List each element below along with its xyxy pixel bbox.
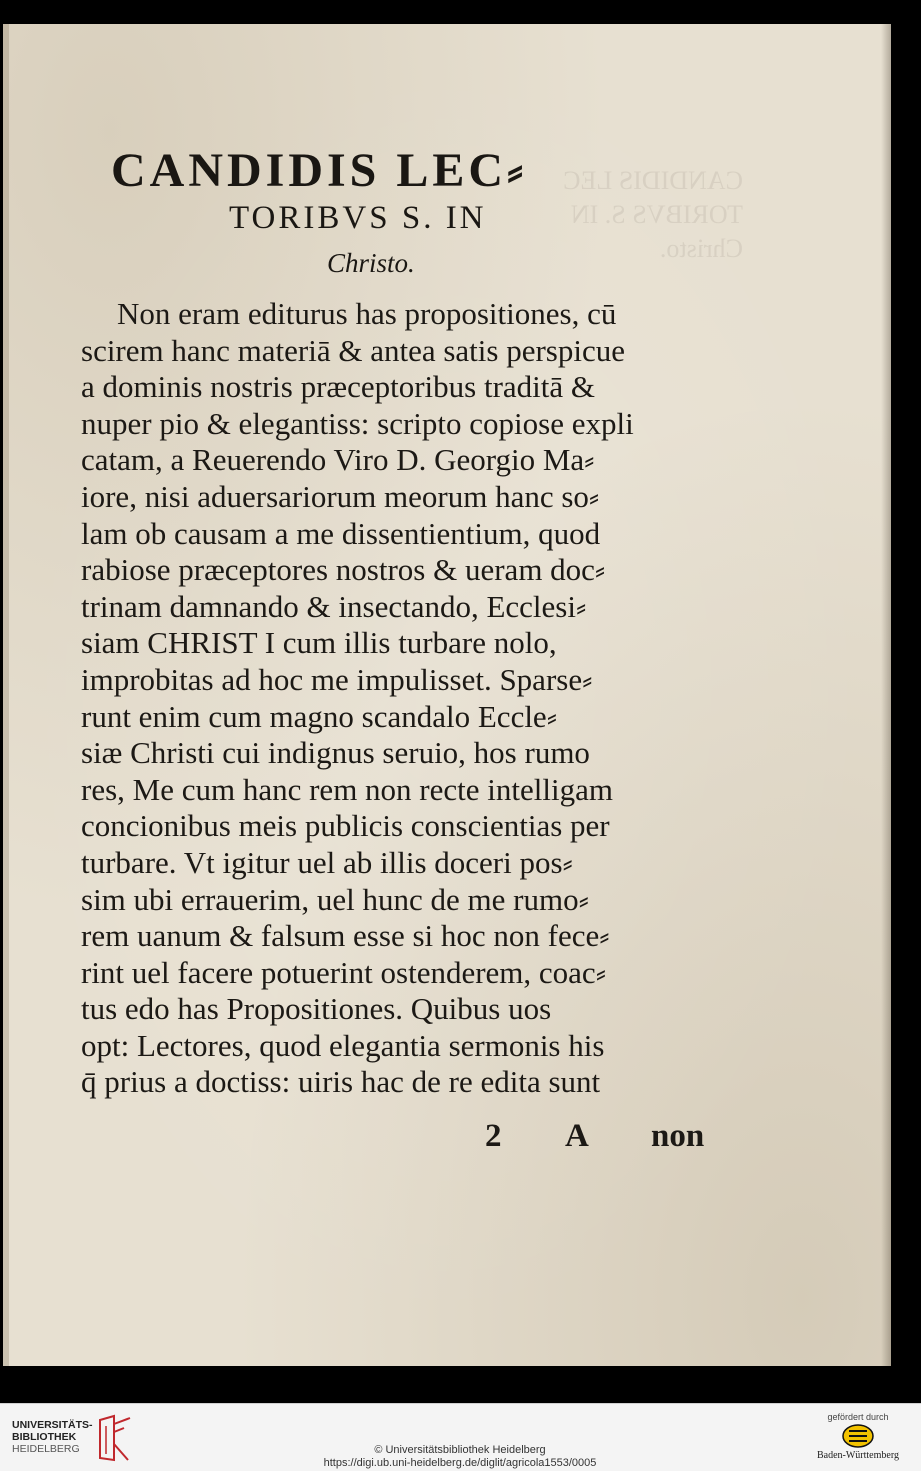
library-logo-line-2: BIBLIOTHEK bbox=[12, 1431, 77, 1443]
baden-wuerttemberg-emblem-icon bbox=[840, 1424, 876, 1448]
permalink-url[interactable]: https://digi.ub.uni-heidelberg.de/diglit/agricola1553/0005 bbox=[323, 1457, 597, 1469]
text-line: scirem hanc materiā & antea satis perspicue bbox=[81, 332, 625, 368]
funder-name: Baden-Württemberg bbox=[816, 1450, 899, 1461]
copyright-text: © Universitätsbibliothek Heidelberg bbox=[374, 1444, 546, 1456]
catchword-line bbox=[481, 1118, 721, 1162]
catchword: non bbox=[651, 1118, 705, 1154]
footer-credits bbox=[240, 1444, 680, 1470]
text-line: trinam damnando & insectando, Ecclesi⸗ bbox=[81, 588, 587, 624]
heading-line-3: Christo. bbox=[327, 248, 415, 278]
bleed-through-shadow: CANDIDIS LEC TORIBVS S. IN Christo. bbox=[563, 166, 743, 263]
signature-letter: A bbox=[565, 1118, 589, 1154]
text-line: nuper pio & elegantiss: scripto copiose expli bbox=[81, 405, 634, 441]
text-line: Non eram editurus has propositiones, cū bbox=[117, 296, 617, 331]
text-line: catam, a Reuerendo Viro D. Georgio Ma⸗ bbox=[81, 442, 595, 478]
text-line: siam CHRIST I cum illis turbare nolo, bbox=[81, 625, 557, 661]
page-edge-shadow bbox=[3, 24, 9, 1366]
text-line: lam ob causam a me dissentientium, quod bbox=[81, 515, 601, 551]
text-line: tus edo has Propositiones. Quibus uos bbox=[81, 991, 552, 1027]
library-logo-text bbox=[12, 1419, 93, 1455]
heading-line-2: TORIBVS S. IN bbox=[229, 200, 487, 236]
signature-number: 2 bbox=[485, 1118, 502, 1154]
funder-label: gefördert durch bbox=[827, 1412, 889, 1422]
funder-logo[interactable] bbox=[806, 1412, 910, 1461]
text-line: rint uel facere potuerint ostenderem, coac⸗ bbox=[81, 954, 607, 990]
text-line: iore, nisi aduersariorum meorum hanc so⸗ bbox=[81, 478, 600, 514]
text-line: sim ubi errauerim, uel hunc de me rumo⸗ bbox=[81, 881, 589, 917]
text-line: rabiose præceptores nostros & ueram doc⸗ bbox=[81, 552, 606, 588]
body-text bbox=[81, 296, 721, 1101]
scanned-book-page bbox=[3, 24, 891, 1366]
text-line: improbitas ad hoc me impulisset. Sparse⸗ bbox=[81, 661, 593, 697]
text-line: q̄ prius a doctiss: uiris hac de re edita sunt bbox=[81, 1064, 601, 1100]
text-line: siæ Christi cui indignus seruio, hos rumo bbox=[81, 735, 590, 771]
text-line: concionibus meis publicis conscientias per bbox=[81, 808, 610, 844]
text-line: runt enim cum magno scandalo Eccle⸗ bbox=[81, 698, 558, 734]
library-logo[interactable] bbox=[12, 1414, 142, 1464]
text-line: rem uanum & falsum esse si hoc non fece⸗ bbox=[81, 918, 610, 954]
text-line: res, Me cum hanc rem non recte intelligam bbox=[81, 771, 613, 807]
text-line: turbare. Vt igitur uel ab illis doceri pos⸗ bbox=[81, 844, 573, 880]
heading-line-1: CANDIDIS LEC⸗ bbox=[111, 144, 528, 197]
library-logo-line-3: HEIDELBERG bbox=[12, 1443, 80, 1455]
ub-heidelberg-logo-icon bbox=[94, 1414, 138, 1464]
library-logo-line-1: UNIVERSITÄTS- bbox=[12, 1419, 93, 1431]
text-line: opt: Lectores, quod elegantia sermonis his bbox=[81, 1027, 605, 1063]
text-line: a dominis nostris præceptoribus traditā & bbox=[81, 369, 596, 405]
footer-bar bbox=[0, 1403, 921, 1471]
